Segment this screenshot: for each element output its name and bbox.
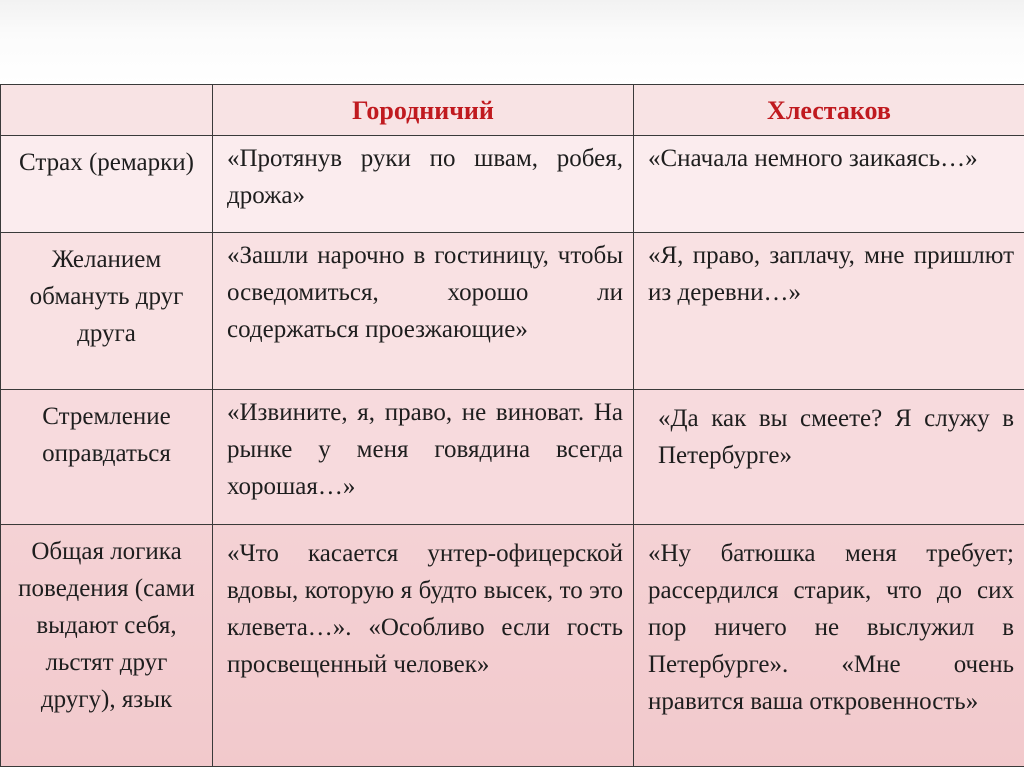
khlestakov-quote: «Да как вы смеете? Я служу в Петербурге» (634, 390, 1024, 525)
slide-title-area (0, 0, 1024, 84)
header-empty-cell (1, 85, 213, 136)
row-label: Желанием обмануть друг друга (1, 233, 213, 390)
gorodnichiy-quote: «Зашли нарочно в гостиницу, чтобы осведомиться, хорошо ли содержаться проезжающие» (213, 233, 634, 390)
khlestakov-quote: «Сначала немного заикаясь…» (634, 136, 1024, 233)
table-row (1, 136, 1024, 233)
header-gorodnichiy: Городничий (213, 85, 634, 136)
header-khlestakov: Хлестаков (634, 85, 1024, 136)
row-label: Общая логика поведения (сами выдают себя, льстят друг другу), язык (1, 525, 213, 767)
comparison-table (0, 84, 1024, 767)
row-label: Страх (ремарки) (1, 136, 213, 233)
table-row (1, 233, 1024, 390)
gorodnichiy-quote: «Протянув руки по швам, робея, дрожа» (213, 136, 634, 233)
gorodnichiy-quote: «Что касается унтер-офицерской вдовы, которую я будто высек, то это клевета…». «Особливо если гость просвещенный человек» (213, 525, 634, 767)
khlestakov-quote: «Ну батюшка меня требует; рассердился старик, что до сих пор ничего не выслужил в Петербурге». «Мне очень нравится ваша откровенность» (634, 525, 1024, 767)
khlestakov-quote: «Я, право, заплачу, мне пришлют из деревни…» (634, 233, 1024, 390)
row-label: Стремление оправдаться (1, 390, 213, 525)
gorodnichiy-quote: «Извините, я, право, не виноват. На рынке у меня говядина всегда хорошая…» (213, 390, 634, 525)
table-row (1, 390, 1024, 525)
table-row (1, 525, 1024, 767)
table-header-row (1, 85, 1024, 136)
